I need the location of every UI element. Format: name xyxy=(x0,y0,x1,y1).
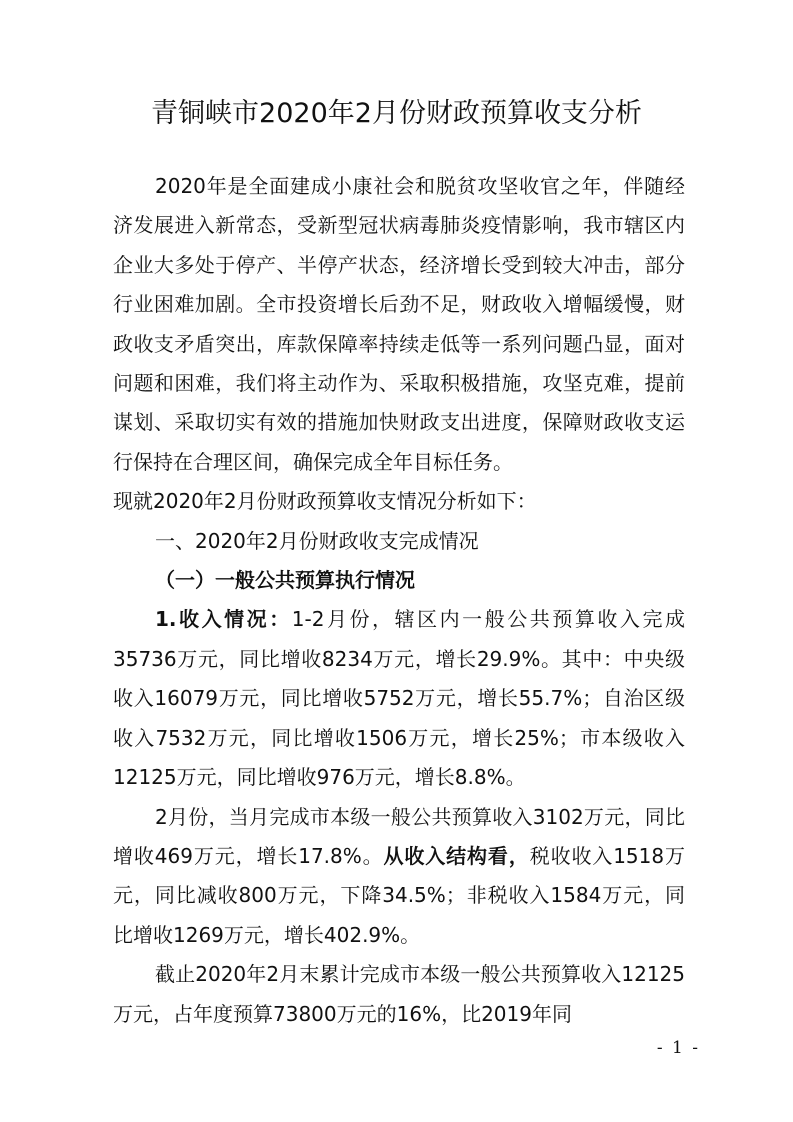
revenue-label: 1.收入情况： xyxy=(155,607,292,632)
section-heading: 一、2020年2月份财政收支完成情况 xyxy=(155,528,479,553)
document-title: 青铜峡市2020年2月份财政预算收支分析 xyxy=(151,98,642,129)
intro-paragraph: 2020年是全面建成小康社会和脱贫攻坚收官之年，伴随经济发展进入新常态，受新型冠状病毒肺炎疫情影响，我市辖区内企业大多处于停产、半停产状态，经济增长受到较大冲击，部分行业困难加剧。全市投资增长后劲不足，财政收入增幅缓慢，财政收支矛盾突出，库款保障率持续走低等一系列问题凸显，面对问题和困难，我们将主动作为、采取积极措施，攻坚克难，提前谋划、采取切实有效的措施加快财政支出进度，保障财政收支运行保持在合理区间，确保完成全年目标任务。 xyxy=(113,174,685,474)
february-paragraph xyxy=(113,798,685,956)
subsection-heading: （一）一般公共预算执行情况 xyxy=(155,568,415,593)
intro-end-paragraph: 现就2020年2月份财政预算收支情况分析如下： xyxy=(113,489,537,514)
cumulative-paragraph: 截止2020年2月末累计完成市本级一般公共预算收入12125万元，占年度预算73800万元的16%，比2019年同 xyxy=(113,962,685,1026)
page-number: - 1 - xyxy=(656,1038,700,1058)
document-body xyxy=(113,167,685,1034)
revenue-structure-label: 从收入结构看， xyxy=(383,843,530,868)
revenue-paragraph xyxy=(113,600,685,797)
february-text-a: 2月份，当月完成市本级一般公共预算收入3102万元，同比增收469万元，增长17.8%。 xyxy=(113,804,685,868)
february-text-b: 税收收入1518万元，同比减收800万元，下降34.5%；非税收入1584万元，同比增收1269万元，增长402.9%。 xyxy=(113,843,685,947)
revenue-text: 1-2月份，辖区内一般公共预算收入完成35736万元，同比增收8234万元，增长29.9%。其中：中央级收入16079万元，同比增收5752万元，增长55.7%；自治区级收入7532万元，同比增收1506万元，增长25%；市本级收入12125万元，同比增收976万元，增长8.8%。 xyxy=(113,607,686,790)
